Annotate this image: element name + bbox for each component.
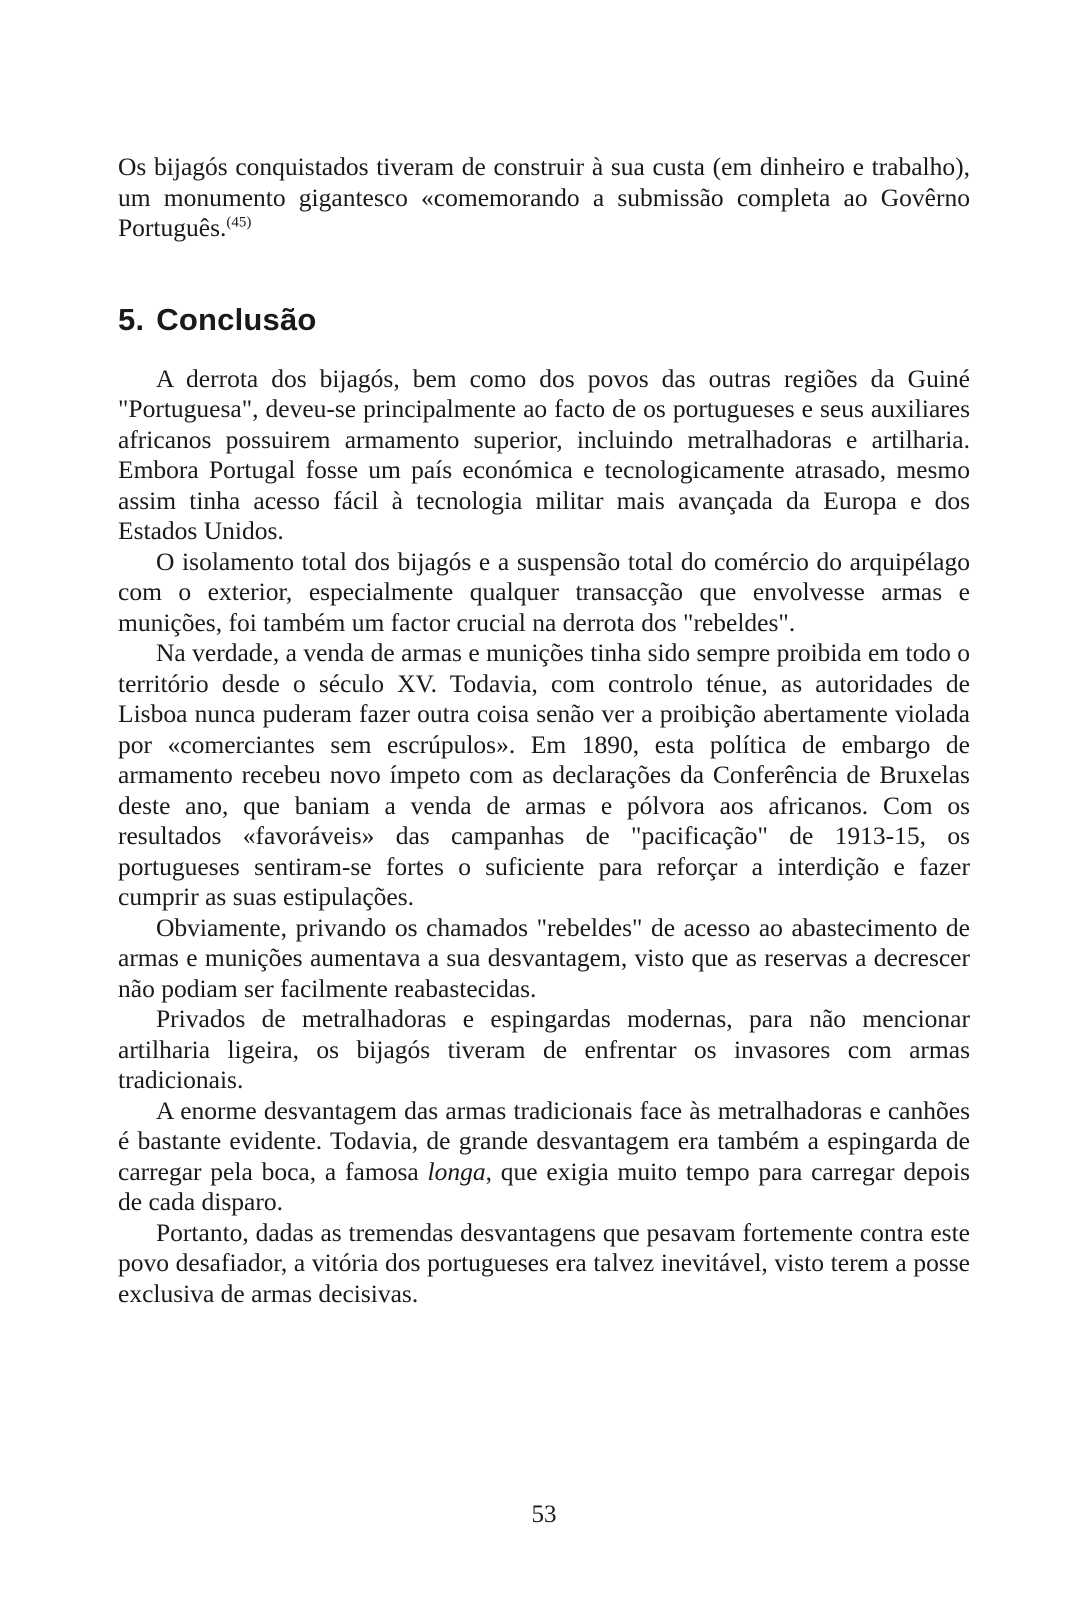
paragraph-6-text-a: A enorme desvantagem das armas tradicionais face às metralhadoras e canhões é bastante evidente. Todavia, de grande desvantagem era também a espingarda de carregar pela boca, a famosa [118, 1095, 970, 1186]
paragraph-7: Portanto, dadas as tremendas desvantagens que pesavam fortemente contra este povo desafiador, a vitória dos portugueses era talvez inevitável, visto terem a posse exclusiva de armas decisivas. [118, 1217, 970, 1308]
section-title: Conclusão [156, 301, 317, 337]
paragraph-3: Na verdade, a venda de armas e munições tinha sido sempre proibida em todo o território desde o século XV. Todavia, com controlo ténue, as autoridades de Lisboa nunca puderam fazer outra coisa senão ver a proibição abertamente violada por «comerciantes sem escrúpulos». Em 1890, esta política de embargo de armamento recebeu novo ímpeto com as declarações da Conferência de Bruxelas deste ano, que baniam a venda de armas e pólvora aos africanos. Com os resultados «favoráveis» das campanhas de "pacificação" de 1913-15, os portugueses sentiram-se fortes o suficiente para reforçar a interdição e fazer cumprir as suas estipulações. [118, 638, 970, 911]
intro-text: Os bijagós conquistados tiveram de construir à sua custa (em dinheiro e trabalho), um monumento gigantesco «comemorando a submissão completa ao Govêrno Português. [118, 152, 970, 242]
section-heading [118, 302, 970, 338]
section-number: 5. [118, 301, 145, 337]
paragraph-6-text-b: , que exigia muito tempo para carregar depois de cada disparo. [118, 1156, 970, 1216]
paragraph-2: O isolamento total dos bijagós e a suspensão total do comércio do arquipélago com o exterior, especialmente qualquer transacção que envolvesse armas e munições, foi também um factor crucial na derrota dos "rebeldes". [118, 546, 970, 637]
page-number: 53 [531, 1501, 557, 1528]
paragraph-6-italic-term: longa [427, 1156, 486, 1186]
paragraph-4: Obviamente, privando os chamados "rebeldes" de acesso ao abastecimento de armas e munições aumentava a sua desvantagem, visto que as reservas a decrescer não podiam ser facilmente reabastecidas. [118, 912, 970, 1003]
intro-paragraph [118, 152, 970, 244]
page-body [118, 152, 970, 1309]
paragraph-6 [118, 1096, 970, 1218]
footnote-reference: (45) [226, 214, 252, 231]
paragraph-5: Privados de metralhadoras e espingardas modernas, para não mencionar artilharia ligeira, os bijagós tiveram de enfrentar os invasores com armas tradicionais. [118, 1004, 970, 1094]
paragraph-1: A derrota dos bijagós, bem como dos povos das outras regiões da Guiné "Portuguesa", deveu-se principalmente ao facto de os portugueses e seus auxiliares africanos possuirem armamento superior, incluindo metralhadoras e artilharia. Embora Portugal fosse um país económica e tecnologicamente atrasado, mesmo assim tinha acesso fácil à tecnologia militar mais avançada da Europa e dos Estados Unidos. [118, 363, 970, 545]
